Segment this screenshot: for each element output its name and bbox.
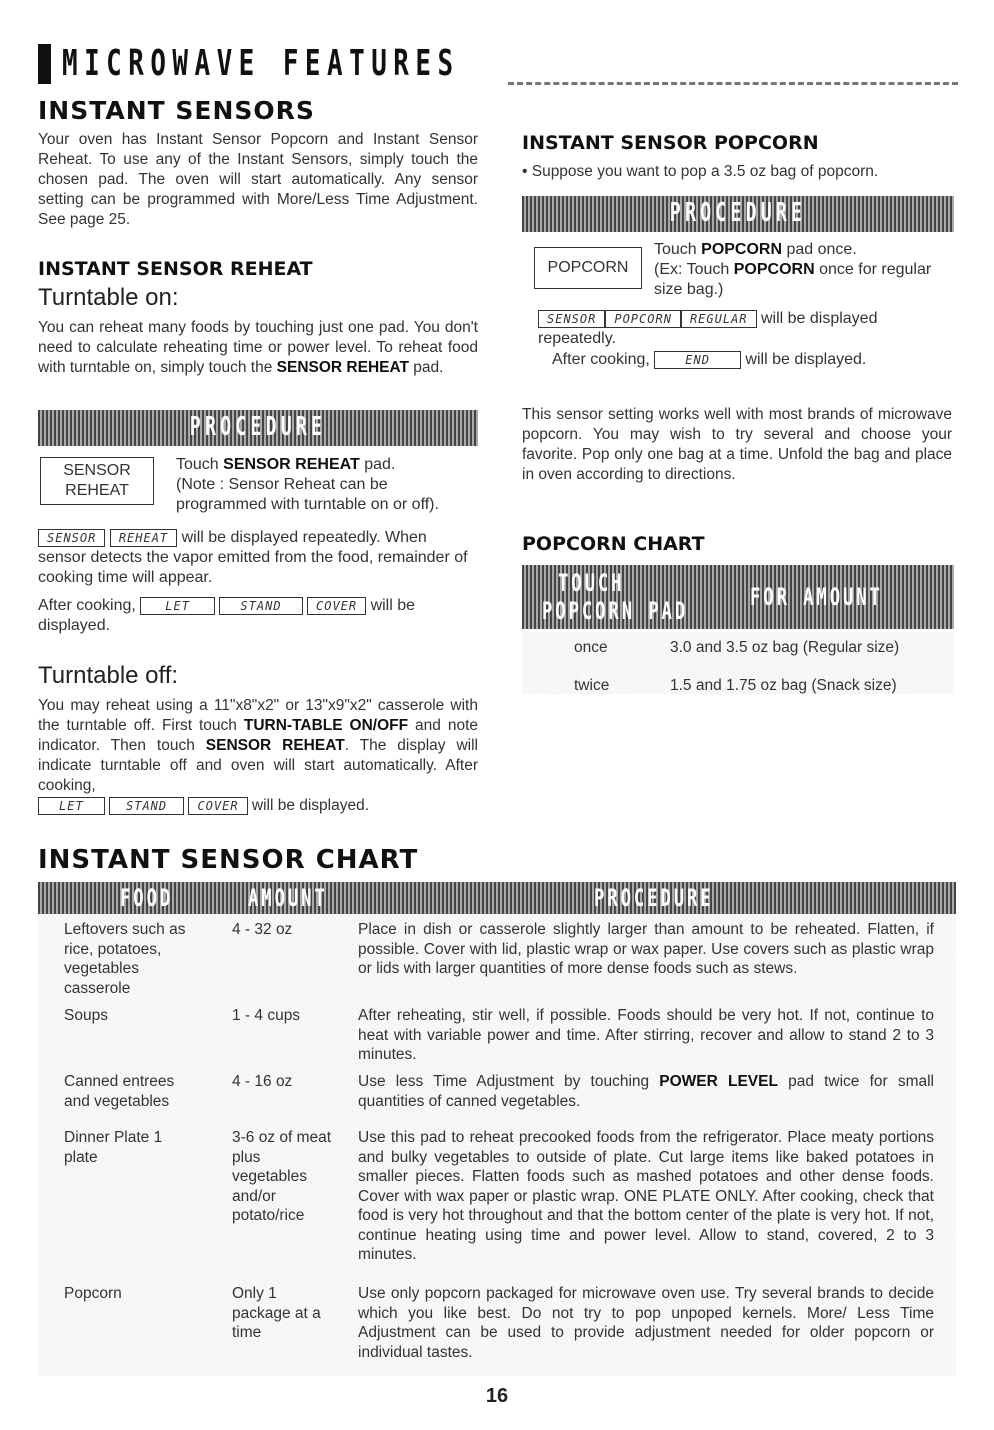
instant-sensors-heading: INSTANT SENSORS: [38, 96, 315, 125]
popcorn-step-1: Touch POPCORN pad once. (Ex: Touch POPCORN once for regular size bag.): [654, 241, 932, 298]
popcorn-step-2: SENSOR POPCORN REGULAR will be displayed repeatedly.: [538, 310, 878, 347]
reheat-step-2: SENSOR REHEAT will be displayed repeatedly. When sensor detects the vapor emitted from the food, remainder of cooking time will appear.: [38, 529, 468, 586]
popcorn-chart-header: [522, 565, 954, 629]
col-amount: AMOUNT: [248, 884, 328, 912]
instant-sensors-intro: Your oven has Instant Sensor Popcorn and Instant Sensor Reheat. To use any of the Instant Sensors, simply touch the chosen pad. The oven will start automatically. Any sensor setting can be programmed with More/Less Time Adjustment. See page 25.: [38, 131, 478, 228]
reheat-step-1: Touch SENSOR REHEAT pad. (Note : Sensor Reheat can be programmed with turntable on or off).: [176, 456, 439, 513]
section-title: MICROWAVE FEATURES: [62, 43, 460, 84]
chart-procedure-cell: Use this pad to reheat precooked foods from the refrigerator. Place meaty portions and bulky vegetables to outside of plate. Cut large items like baked potatoes in smaller pieces. Flatten foods such as mashed potatoes and other dense foods. Cover with wax paper or plastic wrap. ONE PLATE ONLY. After cooking, check that food is very hot throughout and that the bottom center of the plate is very hot. If not, continue heating using time and power level. Allow to stand, covered, 2 to 3 minutes.: [358, 1129, 934, 1263]
popcorn-procedure-bar: PROCEDURE: [522, 196, 954, 232]
turntable-on-heading: Turntable on:: [38, 284, 179, 311]
popcorn-col-touch-2: POPCORN PAD: [542, 597, 689, 625]
chart-procedure-cell: Use less Time Adjustment by touching POWER LEVEL pad twice for small quantities of canned vegetables.: [358, 1073, 934, 1110]
turntable-off-heading: Turntable off:: [38, 662, 179, 689]
popcorn-description: This sensor setting works well with most brands of microwave popcorn. You may wish to try several and choose your favorite. Pop only one bag at a time. Unfold the bag and place in oven according to directions.: [522, 406, 952, 483]
banner-divider: [508, 82, 958, 85]
sensor-popcorn-heading: INSTANT SENSOR POPCORN: [522, 132, 819, 154]
popcorn-row-touch: once: [574, 639, 608, 656]
col-procedure: PROCEDURE: [594, 884, 714, 912]
chart-amount-cell: 1 - 4 cups: [232, 1007, 301, 1024]
reheat-step-3: After cooking, LET STAND COVER will be displayed.: [38, 597, 416, 634]
section-banner: [38, 42, 958, 92]
chart-amount-cell: Only 1 package at a time: [232, 1285, 321, 1341]
chart-food-cell: Soups: [64, 1007, 108, 1024]
sensor-reheat-pad: SENSOR REHEAT: [40, 457, 154, 505]
turntable-on-text: You can reheat many foods by touching just one pad. You don't need to calculate reheating time or power level. To reheat food with turntable on, simply touch the SENSOR REHEAT pad.: [38, 319, 478, 376]
banner-bar: [38, 44, 51, 84]
chart-food-cell: Dinner Plate 1 plate: [64, 1129, 163, 1166]
popcorn-row-touch: twice: [574, 677, 610, 694]
turntable-off-text: You may reheat using a 11"x8"x2" or 13"x9"x2" casserole with the turntable off. First touch TURN-TABLE ON/OFF and note indicator. Then touch SENSOR REHEAT. The display will indicate turntable off and oven will start automatically. After cooking, LET STAND COVER will be displayed.: [38, 697, 478, 814]
popcorn-col-amount: FOR AMOUNT: [750, 583, 883, 611]
col-food: FOOD: [120, 884, 174, 912]
popcorn-pad: POPCORN: [534, 247, 642, 289]
chart-food-cell: Leftovers such as rice, potatoes, vegetables casserole: [64, 921, 186, 997]
reheat-procedure-bar: PROCEDURE: [38, 410, 478, 446]
popcorn-col-touch-1: TOUCH: [558, 569, 625, 597]
popcorn-chart-heading: POPCORN CHART: [522, 533, 705, 555]
chart-amount-cell: 4 - 16 oz: [232, 1073, 293, 1090]
sensor-reheat-heading: INSTANT SENSOR REHEAT: [38, 258, 313, 280]
page-number: 16: [485, 1385, 509, 1407]
chart-procedure-cell: After reheating, stir well, if possible. Foods should be very hot. If not, continue to heat with variable power and time. After stirring, recover and allow to stand 2 to 3 minutes.: [358, 1007, 934, 1063]
chart-food-cell: Popcorn: [64, 1285, 122, 1302]
chart-amount-cell: 3-6 oz of meat plus vegetables and/or potato/rice: [232, 1129, 332, 1224]
popcorn-chart-body: [522, 632, 954, 694]
sensor-chart-header: [38, 882, 956, 914]
popcorn-row-amount: 1.5 and 1.75 oz bag (Snack size): [670, 677, 897, 694]
chart-procedure-cell: Use only popcorn packaged for microwave oven use. Try several brands to decide which you like best. Do not try to pop unpoped kernels. More/ Less Time Adjustment can be used to provide adjustment needed for older popcorn or individual tastes.: [358, 1285, 934, 1361]
popcorn-suppose: • Suppose you want to pop a 3.5 oz bag of popcorn.: [522, 163, 879, 180]
popcorn-step-3: After cooking, END will be displayed.: [552, 351, 867, 368]
chart-procedure-cell: Place in dish or casserole slightly larger than amount to be reheated. Flatten, if possible. Cover with lid, plastic wrap or wax paper. Use covers such as plastic wrap or lids with larger quantities of more dense foods such as stews.: [358, 921, 934, 977]
popcorn-row-amount: 3.0 and 3.5 oz bag (Regular size): [670, 639, 900, 656]
chart-food-cell: Canned entrees and vegetables: [64, 1073, 175, 1110]
chart-amount-cell: 4 - 32 oz: [232, 921, 293, 938]
sensor-chart-heading: INSTANT SENSOR CHART: [38, 845, 419, 875]
